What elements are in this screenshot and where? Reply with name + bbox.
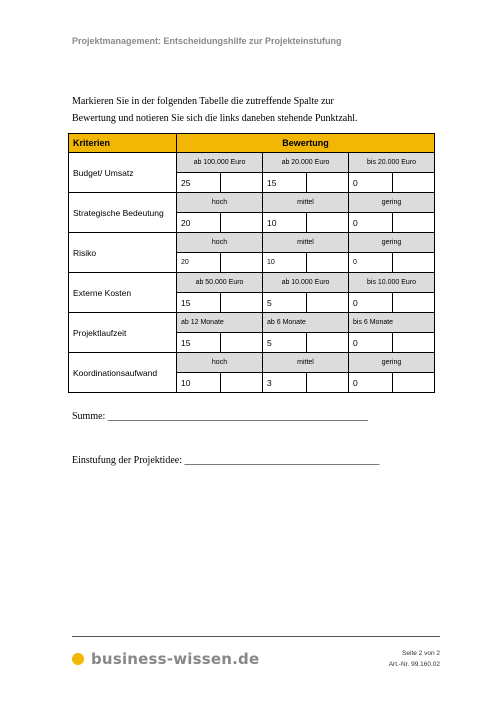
page-number: Seite 2 von 2: [402, 650, 440, 657]
criterion-label: Budget/ Umsatz: [69, 153, 177, 193]
points-value: 15: [177, 333, 221, 353]
level-label: ab 100.000 Euro: [177, 153, 263, 173]
points-value: 25: [177, 173, 221, 193]
level-label: gering: [349, 193, 435, 213]
points-value: 0: [349, 173, 393, 193]
article-number: Art.-Nr. 99.160.02: [388, 661, 440, 668]
criterion-level-row: [69, 193, 435, 213]
points-value: 0: [349, 293, 393, 313]
logo-dot-icon: [72, 653, 84, 665]
mark-cell[interactable]: [393, 293, 435, 313]
points-value: 20: [177, 253, 221, 273]
mark-cell[interactable]: [221, 333, 263, 353]
instructions: [72, 93, 372, 127]
level-label: bis 6 Monate: [349, 313, 435, 333]
mark-cell[interactable]: [307, 333, 349, 353]
level-label: ab 12 Monate: [177, 313, 263, 333]
mark-cell[interactable]: [307, 373, 349, 393]
mark-cell[interactable]: [393, 213, 435, 233]
mark-cell[interactable]: [393, 373, 435, 393]
level-label: hoch: [177, 233, 263, 253]
table-header-row: [69, 134, 435, 153]
mark-cell[interactable]: [221, 373, 263, 393]
criterion-label: Strategische Bedeutung: [69, 193, 177, 233]
mark-cell[interactable]: [393, 333, 435, 353]
mark-cell[interactable]: [393, 173, 435, 193]
points-value: 15: [263, 173, 307, 193]
page-info: [389, 648, 440, 670]
mark-cell[interactable]: [221, 253, 263, 273]
criterion-label: Koordinationsaufwand: [69, 353, 177, 393]
instructions-line-1: Markieren Sie in der folgenden Tabelle die zutreffende Spalte zur: [72, 96, 334, 107]
points-value: 10: [177, 373, 221, 393]
classification-field: Einstufung der Projektidee: _______________________________________: [72, 455, 380, 466]
points-value: 5: [263, 293, 307, 313]
points-value: 10: [263, 253, 307, 273]
criterion-label: Projektlaufzeit: [69, 313, 177, 353]
evaluation-table: [68, 133, 435, 393]
criterion-level-row: [69, 273, 435, 293]
criteria-header: Kriterien: [69, 134, 177, 153]
criterion-level-row: [69, 153, 435, 173]
footer-divider: [72, 636, 440, 637]
points-value: 3: [263, 373, 307, 393]
mark-cell[interactable]: [307, 213, 349, 233]
criterion-label: Externe Kosten: [69, 273, 177, 313]
criterion-label: Risiko: [69, 233, 177, 273]
level-label: mittel: [263, 353, 349, 373]
level-label: bis 20.000 Euro: [349, 153, 435, 173]
level-label: hoch: [177, 353, 263, 373]
points-value: 15: [177, 293, 221, 313]
level-label: ab 20.000 Euro: [263, 153, 349, 173]
points-value: 5: [263, 333, 307, 353]
mark-cell[interactable]: [307, 293, 349, 313]
brand-name: business-wissen.de: [91, 650, 260, 668]
points-value: 20: [177, 213, 221, 233]
page-header-title: Projektmanagement: Entscheidungshilfe zur Projekteinstufung: [72, 36, 342, 46]
criterion-level-row: [69, 313, 435, 333]
instructions-line-2: Bewertung und notieren Sie sich die links daneben stehende Punktzahl.: [72, 113, 358, 124]
points-value: 0: [349, 333, 393, 353]
level-label: ab 50.000 Euro: [177, 273, 263, 293]
mark-cell[interactable]: [307, 253, 349, 273]
level-label: ab 10.000 Euro: [263, 273, 349, 293]
points-value: 0: [349, 373, 393, 393]
mark-cell[interactable]: [221, 293, 263, 313]
criterion-level-row: [69, 233, 435, 253]
level-label: gering: [349, 233, 435, 253]
level-label: mittel: [263, 233, 349, 253]
criterion-level-row: [69, 353, 435, 373]
mark-cell[interactable]: [307, 173, 349, 193]
points-value: 0: [349, 253, 393, 273]
brand-logo: [72, 650, 259, 668]
sum-field: Summe: ____________________________________________________: [72, 411, 368, 422]
points-value: 0: [349, 213, 393, 233]
level-label: bis 10.000 Euro: [349, 273, 435, 293]
level-label: ab 6 Monate: [263, 313, 349, 333]
level-label: gering: [349, 353, 435, 373]
mark-cell[interactable]: [393, 253, 435, 273]
mark-cell[interactable]: [221, 173, 263, 193]
rating-header: Bewertung: [177, 134, 435, 153]
level-label: mittel: [263, 193, 349, 213]
mark-cell[interactable]: [221, 213, 263, 233]
points-value: 10: [263, 213, 307, 233]
level-label: hoch: [177, 193, 263, 213]
